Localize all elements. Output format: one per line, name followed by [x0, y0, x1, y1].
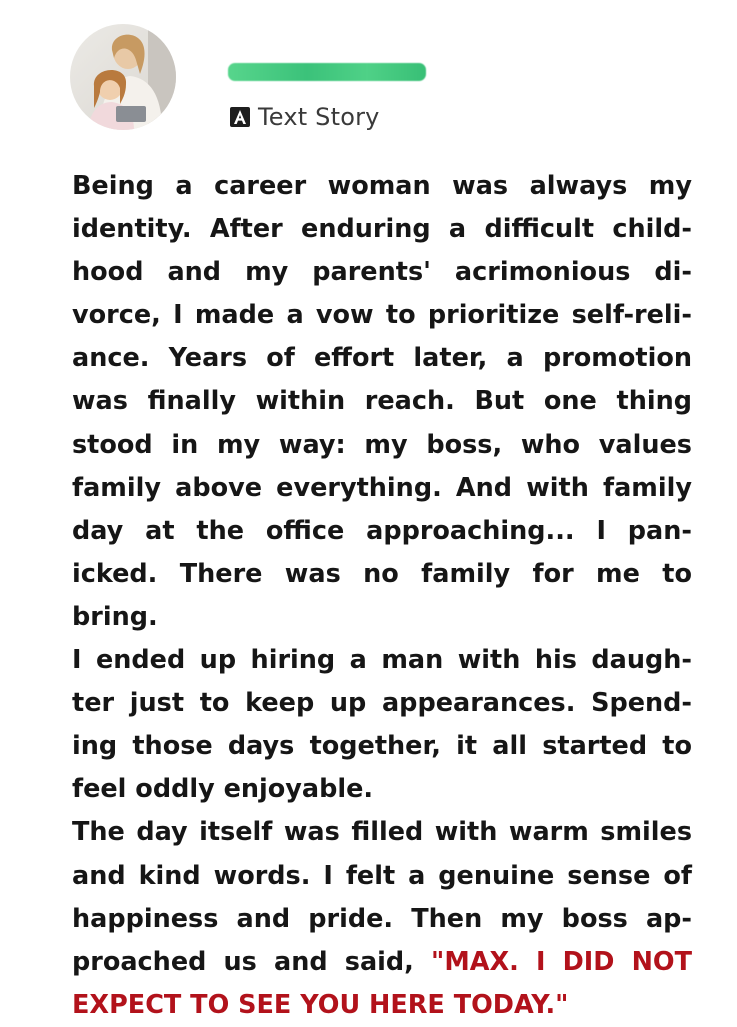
story-line — [72, 467, 692, 510]
story-type-label: Text Story — [258, 103, 380, 131]
story-line-text: bring. — [72, 601, 158, 632]
story-line-text: vorce, I made a vow to prioritize self-reli- — [72, 300, 692, 331]
story-line-text: was finally within reach. But one thing — [72, 386, 692, 417]
story-line — [72, 725, 692, 768]
story-line — [72, 941, 692, 984]
avatar-photo-image — [70, 24, 176, 130]
story-line-text: Being a career woman was always my — [72, 171, 692, 201]
post-header — [0, 0, 737, 150]
story-line — [72, 251, 692, 294]
story-line-text: ing those days together, it all started to — [72, 731, 692, 762]
story-line — [72, 811, 692, 854]
story-line-text: and kind words. I felt a genuine sense of — [72, 860, 692, 891]
story-line-text: ance. Years of effort later, a promotion — [72, 343, 692, 374]
story-quote-emphasis: "MAX. I DID NOT — [431, 946, 692, 977]
author-avatar[interactable] — [70, 24, 176, 130]
story-line — [72, 553, 692, 596]
story-line-text: I ended up hiring a man with his daugh- — [72, 645, 692, 676]
story-line-text: family above everything. And with family — [72, 472, 692, 503]
story-line — [72, 596, 692, 639]
story-line — [72, 208, 692, 251]
story-quote-emphasis: EXPECT TO SEE YOU HERE TODAY." — [72, 989, 569, 1020]
story-line — [72, 380, 692, 423]
story-line — [72, 768, 692, 811]
story-line — [72, 639, 692, 682]
story-line — [72, 424, 692, 467]
story-line-text: icked. There was no family for me to — [72, 558, 692, 589]
story-line-text: happiness and pride. Then my boss ap- — [72, 903, 692, 934]
story-line — [72, 855, 692, 898]
author-name-redacted[interactable] — [228, 63, 426, 81]
story-line — [72, 337, 692, 380]
story-line-text: identity. After enduring a difficult child- — [72, 214, 692, 245]
story-line — [72, 294, 692, 337]
story-line-text: proached us and said, — [72, 946, 414, 977]
story-line-text: feel oddly enjoyable. — [72, 774, 374, 805]
story-line-text: stood in my way: my boss, who values — [72, 429, 692, 460]
story-type — [230, 102, 380, 132]
story-line — [72, 898, 692, 941]
story-line-text: hood and my parents' acrimonious di- — [72, 257, 692, 288]
story-body — [72, 165, 692, 1027]
story-line-text: The day itself was filled with warm smiles — [72, 817, 692, 848]
story-line — [72, 682, 692, 725]
story-line — [72, 984, 692, 1027]
story-line-text: ter just to keep up appearances. Spend- — [72, 688, 692, 719]
story-line — [72, 165, 692, 208]
letter-a-icon — [230, 107, 250, 127]
story-line — [72, 510, 692, 553]
story-line-text: day at the office approaching... I pan- — [72, 515, 692, 546]
